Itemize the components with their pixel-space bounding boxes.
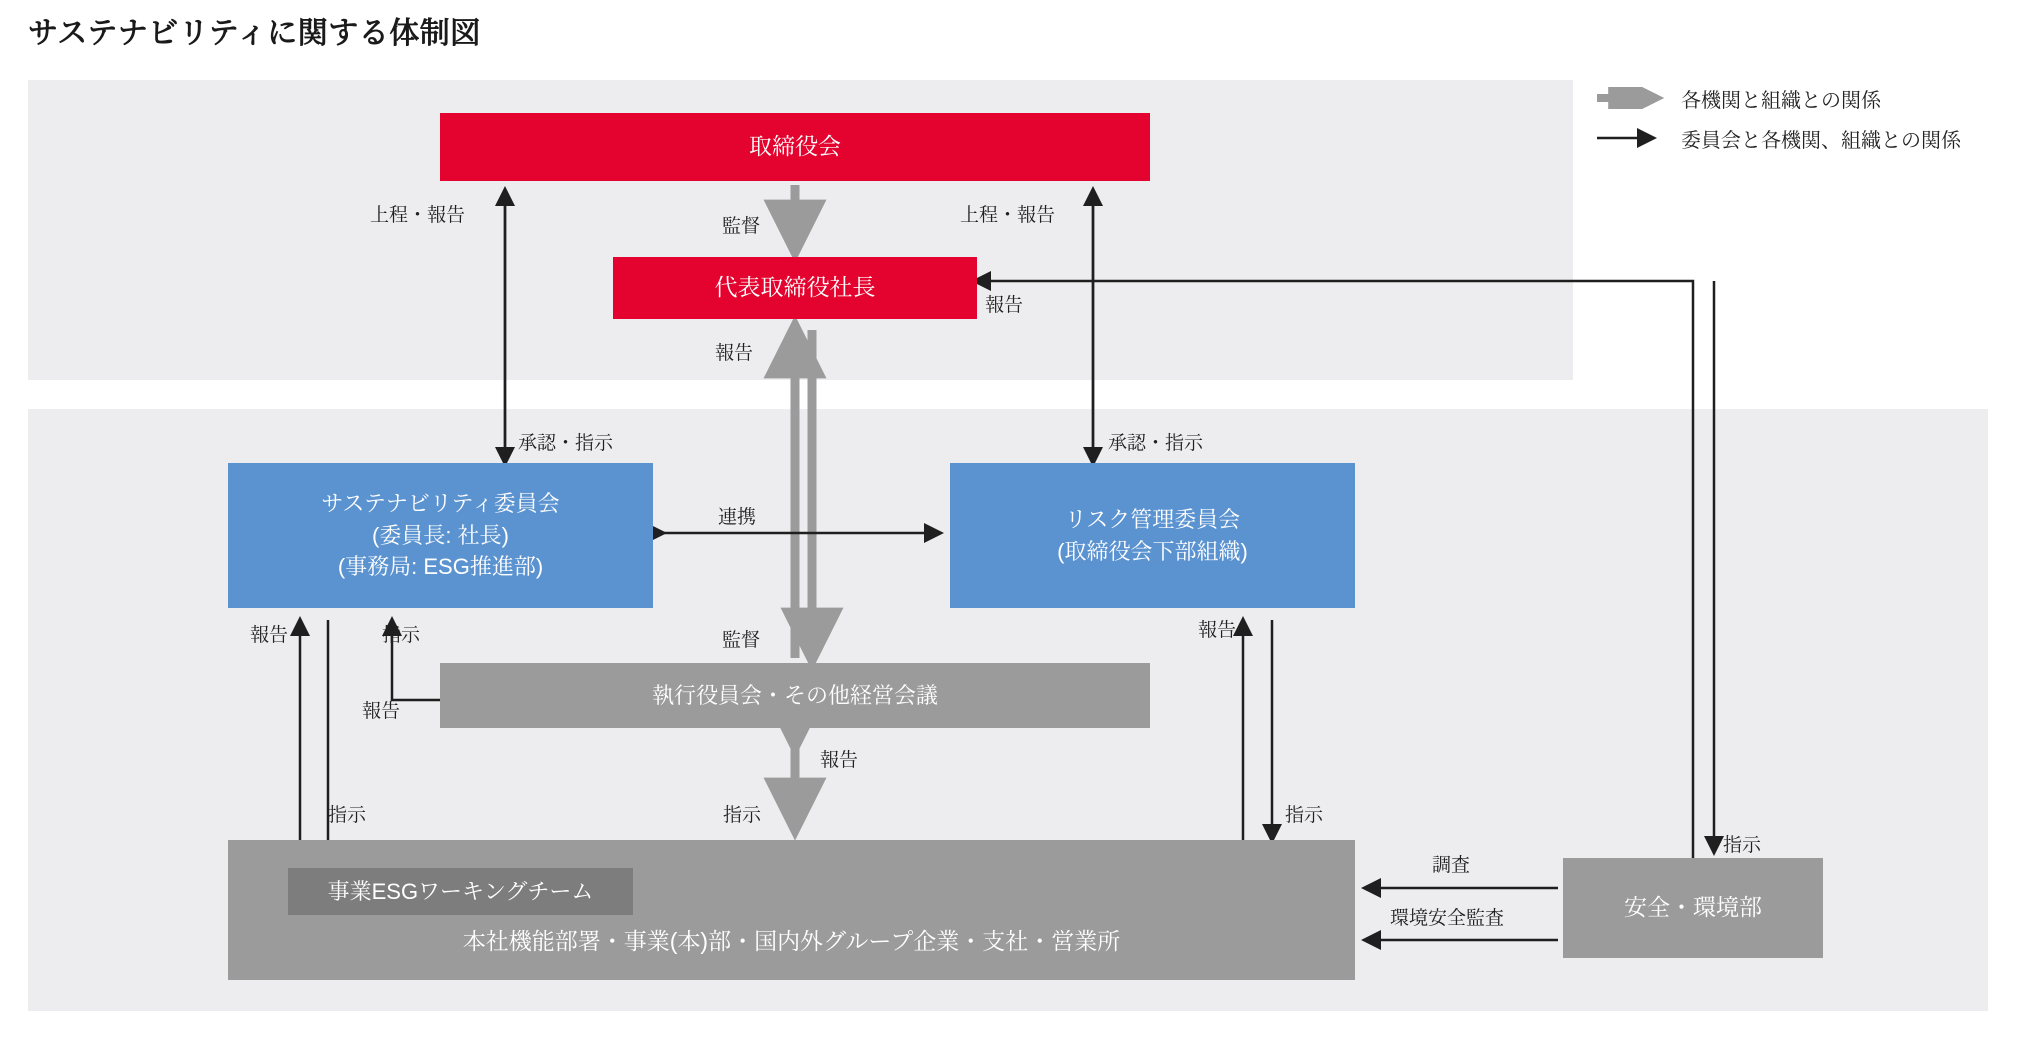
edge-label-submit-report-left: 上程・報告 [370,205,466,226]
node-board-of-directors[interactable] [440,113,1150,181]
node-sustainability-committee[interactable] [228,463,653,608]
node-safety-environment-dept[interactable] [1563,858,1823,958]
edge-label-approve-instruct-left: 承認・指示 [518,433,614,454]
legend-item-gray-arrow [1595,78,2015,118]
edge-label-report-sustainability-left: 報告 [250,625,289,646]
node-sustainability-line1: サステナビリティ委員会 [321,490,560,516]
node-risk-line2: (取締役会下部組織) [1057,538,1248,564]
legend [1595,78,2015,158]
edge-label-submit-report-right: 上程・報告 [960,205,1056,226]
node-esg-working-team[interactable] [288,868,633,915]
node-operations-label: 本社機能部署・事業(本)部・国内外グループ企業・支社・営業所 [462,927,1121,954]
edge-label-instruct-sustainability: 指示 [382,625,421,646]
legend-gray-arrow-label: 各機関と組織との関係 [1681,89,1881,112]
legend-black-arrow-label: 委員会と各機関、組織との関係 [1681,129,1961,152]
edge-label-survey: 調査 [1432,855,1471,876]
edge-label-instruct-safety: 指示 [1723,835,1762,856]
node-president-label: 代表取締役社長 [714,274,876,301]
edge-label-report-risk: 報告 [1198,620,1237,641]
edge-label-report-exec-to-committee: 報告 [362,701,401,722]
edge-label-approve-instruct-right: 承認・指示 [1108,433,1204,454]
edge-label-supervise-president: 監督 [722,216,761,237]
node-executive-meeting-label: 執行役員会・その他経営会議 [651,682,938,708]
node-board-label: 取締役会 [749,133,841,160]
node-risk-management-committee[interactable] [950,463,1355,608]
edge-label-env-safety-audit: 環境安全監査 [1390,908,1505,929]
edge-label-report-exec-operations: 報告 [820,750,859,771]
node-esg-working-team-label: 事業ESGワーキングチーム [327,878,594,904]
legend-item-black-arrow [1595,118,2015,158]
edge-label-instruct-operations-left: 指示 [328,805,367,826]
legend-black-arrow-icon [1595,127,1667,149]
edge-label-instruct-operations-center: 指示 [723,805,762,826]
node-executive-meeting[interactable] [440,663,1150,728]
node-safety-environment-label: 安全・環境部 [1624,894,1762,921]
edge-label-report-to-president: 報告 [985,295,1024,316]
node-president[interactable] [613,257,977,319]
edge-label-report-president-up: 報告 [715,343,754,364]
node-sustainability-line2: (委員長: 社長) [372,522,509,548]
legend-gray-arrow-icon [1595,87,1667,109]
node-sustainability-line3: (事務局: ESG推進部) [337,554,544,580]
edge-label-supervise-exec: 監督 [722,630,761,651]
edge-label-cooperation: 連携 [718,507,757,528]
node-risk-line1: リスク管理委員会 [1064,506,1241,532]
edge-label-instruct-operations-right: 指示 [1285,805,1324,826]
page-title: サステナビリティに関する体制図 [28,17,481,50]
